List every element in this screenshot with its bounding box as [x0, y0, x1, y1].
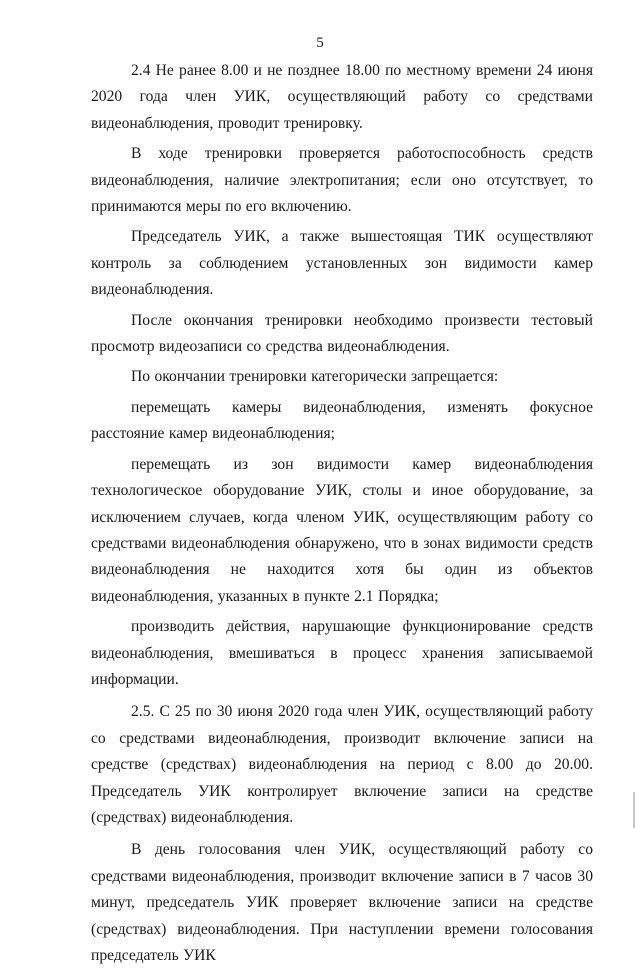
paragraph-voting-day: В день голосования член УИК, осуществляющий работу со средствами видеонаблюдения, производит включение записи в 7 часов 30 минут, председатель УИК проверяет включение записи на средстве (средствах) видеонаблюдения. При наступлении времени голосования председатель УИК	[91, 841, 593, 964]
paragraph-prohibited: По окончании тренировки категорически запрещается:	[131, 368, 499, 386]
page-number: 5	[316, 35, 324, 51]
paragraph-test-view: После окончания тренировки необходимо произвести тестовый просмотр видеозаписи со средства видеонаблюдения.	[91, 311, 593, 356]
paragraph-control: Председатель УИК, а также вышестоящая ТИК осуществляют контроль за соблюдением установленных зон видимости камер видеонаблюдения.	[91, 228, 593, 299]
paragraph-training-check: В ходе тренировки проверяется работоспособность средств видеонаблюдения, наличие электропитания; если оно отсутствует, то принимаются меры по его включению.	[91, 145, 593, 216]
paragraph-disrupt: производить действия, нарушающие функционирование средств видеонаблюдения, вмешиваться в процесс хранения записываемой информации.	[91, 618, 593, 688]
paragraph-move-cameras: перемещать камеры видеонаблюдения, изменять фокусное расстояние камер видеонаблюдения;	[91, 398, 593, 443]
paragraph-2-5: 2.5. С 25 по 30 июня 2020 года член УИК, осуществляющий работу со средствами видеонаблюдения, производит включение записи на средстве (средствах) видеонаблюдения на период с 8.00 до 20.00. Председатель УИК контролирует включение записи на средстве (средствах) видеонаблюдения.	[91, 703, 593, 826]
scan-edge-mark	[633, 792, 635, 828]
paragraph-move-equipment: перемещать из зон видимости камер видеонаблюдения технологическое оборудование УИК, столы и иное оборудование, за исключением случаев, когда членом УИК, осуществляющим работу со средствами видеонаблюдения обнаружено, что в зонах видимости средств видеонаблюдения не находится хотя бы один из объектов видеонаблюдения, указанных в пункте 2.1 Порядка;	[91, 455, 593, 605]
document-body	[91, 58, 593, 973]
paragraph-2-4: 2.4 Не ранее 8.00 и не позднее 18.00 по местному времени 24 июня 2020 года член УИК, осуществляющий работу со средствами видеонаблюдения, проводит тренировку.	[91, 62, 593, 132]
